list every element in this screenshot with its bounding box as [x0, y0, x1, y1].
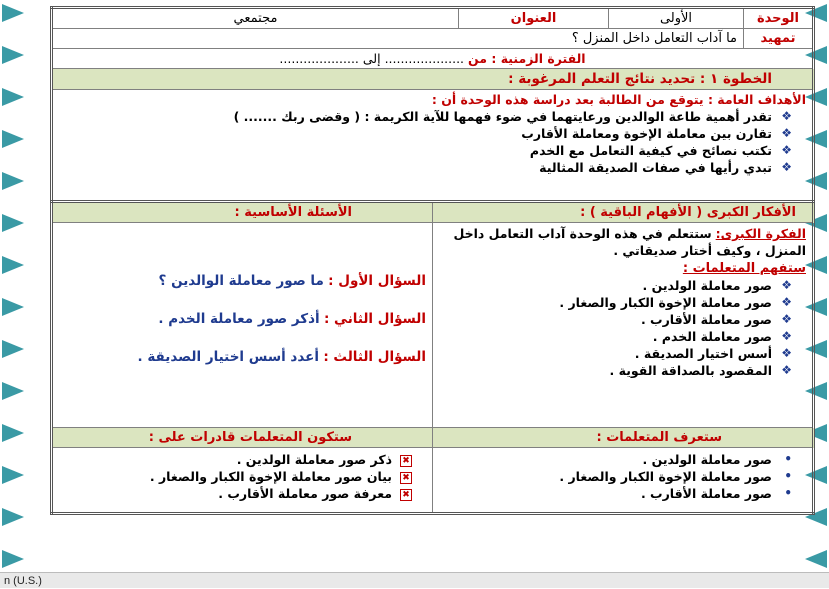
border-triangle-icon — [2, 403, 24, 421]
list-item — [59, 486, 412, 501]
border-triangle-icon — [2, 25, 24, 43]
border-triangle-icon — [2, 319, 24, 337]
period-label: الفترة الزمنية : من — [468, 51, 586, 66]
question-text: ما صور معاملة الوالدين ؟ — [158, 273, 324, 289]
bullet-icon: • — [784, 486, 792, 500]
bullet-icon: • — [784, 469, 792, 483]
border-triangle-icon — [2, 67, 24, 85]
list-item-text: أسس اختيار الصديقة . — [634, 346, 772, 361]
border-triangle-icon — [2, 445, 24, 463]
title-value: مجتمعي — [52, 8, 459, 29]
understand-label: ستفهم المتعلمات : — [682, 261, 806, 276]
list-item — [439, 486, 792, 501]
diamond-bullet-icon: ❖ — [781, 126, 792, 140]
goals-heading: الأهداف العامة : يتوقع من الطالبة بعد دراسة هذه الوحدة أن : — [431, 92, 806, 107]
period-row — [52, 49, 814, 69]
header-row — [52, 8, 814, 29]
list-item-text: تبدي رأيها في صفات الصديقة المثالية — [539, 160, 772, 175]
period-from: .................... — [384, 51, 465, 66]
border-triangle-icon — [2, 46, 24, 64]
list-item — [59, 126, 792, 141]
list-item — [439, 278, 792, 293]
period-to: .................... — [279, 51, 359, 66]
question-text: أذكر صور معاملة الخدم . — [158, 311, 320, 327]
list-item-text: صور معاملة الإخوة الكبار والصغار . — [559, 469, 772, 484]
step1-row — [52, 69, 814, 90]
border-triangle-icon — [2, 172, 24, 190]
unit-label: الوحدة — [744, 8, 814, 29]
diamond-bullet-icon: ❖ — [781, 278, 792, 292]
diamond-bullet-icon: ❖ — [781, 312, 792, 326]
border-triangle-icon — [2, 361, 24, 379]
checkbox-x-icon: ✖ — [400, 455, 412, 467]
list-item — [59, 143, 792, 158]
border-triangle-icon — [2, 550, 24, 568]
big-ideas-heading: الأفكار الكبرى ( الأفهام الباقية ) : — [433, 202, 814, 223]
list-item-text: ذكر صور معاملة الولدين . — [236, 452, 392, 467]
intro-row — [52, 29, 814, 49]
list-item — [439, 363, 792, 378]
border-triangle-icon — [2, 109, 24, 127]
border-triangle-icon — [2, 88, 24, 106]
border-triangle-icon — [2, 298, 24, 316]
knowledge-list — [439, 452, 806, 501]
knowledge-heading: ستعرف المتعلمات : — [433, 428, 814, 448]
border-triangle-icon — [2, 508, 24, 526]
bullet-icon: • — [784, 452, 792, 466]
intro-question: ما آداب التعامل داخل المنزل ؟ — [52, 29, 744, 49]
skills-list — [59, 452, 426, 501]
question-item — [59, 273, 426, 289]
goals-row — [52, 90, 814, 202]
main-idea-text: ستتعلم في هذه الوحدة آداب التعامل داخل المنزل ، وكيف أختار صديقاتي . — [453, 226, 806, 258]
question-label: السؤال الثالث : — [323, 349, 426, 365]
diamond-bullet-icon: ❖ — [781, 363, 792, 377]
list-item-text: المقصود بالصداقة القوية . — [609, 363, 772, 378]
border-triangle-icon — [2, 487, 24, 505]
list-item — [439, 452, 792, 467]
question-item — [59, 349, 426, 365]
ideas-heading-row — [52, 202, 814, 223]
list-item-text: صور معاملة الإخوة الكبار والصغار . — [559, 295, 772, 310]
list-item — [439, 329, 792, 344]
border-triangle-icon — [2, 130, 24, 148]
status-bar — [0, 572, 829, 588]
border-triangle-icon — [2, 340, 24, 358]
main-idea-label: الفكرة الكبرى: — [715, 226, 806, 241]
language-indicator[interactable]: n (U.S.) — [4, 575, 42, 587]
skills-heading: ستكون المتعلمات قادرات على : — [52, 428, 433, 448]
border-triangle-icon — [2, 277, 24, 295]
diamond-bullet-icon: ❖ — [781, 143, 792, 157]
list-item-text: تكتب نصائح في كيفية التعامل مع الخدم — [529, 143, 772, 158]
left-page-border — [0, 0, 28, 572]
list-item-text: تقدر أهمية طاعة الوالدين ورعايتهما في ضوء فهمها للآية الكريمة : ( وقضى ربك ....... ) — [233, 109, 772, 124]
questions-heading: الأسئلة الأساسية : — [52, 202, 433, 223]
border-triangle-icon — [2, 382, 24, 400]
diamond-bullet-icon: ❖ — [781, 329, 792, 343]
list-item — [59, 452, 412, 467]
plan-table — [50, 6, 815, 203]
title-label: العنوان — [459, 8, 609, 29]
border-triangle-icon — [2, 256, 24, 274]
outcomes-heading-row — [52, 428, 814, 448]
list-item — [439, 295, 792, 310]
list-item-text: تقارن بين معاملة الإخوة ومعاملة الأقارب — [521, 126, 772, 141]
border-triangle-icon — [2, 214, 24, 232]
intro-label: تمهيد — [744, 29, 814, 49]
checkbox-x-icon: ✖ — [400, 489, 412, 501]
outcomes-body-row — [52, 448, 814, 514]
border-triangle-icon — [2, 529, 24, 547]
list-item — [59, 109, 792, 124]
list-item-text: صور معاملة الأقارب . — [640, 312, 772, 327]
list-item — [439, 469, 792, 484]
diamond-bullet-icon: ❖ — [781, 160, 792, 174]
question-label: السؤال الأول : — [328, 273, 426, 289]
border-triangle-icon — [2, 424, 24, 442]
list-item — [439, 346, 792, 361]
border-triangle-icon — [2, 151, 24, 169]
checkbox-x-icon: ✖ — [400, 472, 412, 484]
list-item — [59, 469, 412, 484]
list-item-text: معرفة صور معاملة الأقارب . — [218, 486, 392, 501]
document-page — [50, 6, 815, 572]
ideas-table — [50, 200, 815, 515]
question-item — [59, 311, 426, 327]
diamond-bullet-icon: ❖ — [781, 109, 792, 123]
list-item-text: صور معاملة الأقارب . — [640, 486, 772, 501]
diamond-bullet-icon: ❖ — [781, 295, 792, 309]
step1-title: الخطوة ١ : تحديد نتائج التعلم المرغوبة : — [52, 69, 814, 90]
list-item-text: صور معاملة الولدين . — [642, 278, 772, 293]
question-text: أعدد أسس اختيار الصديقة . — [137, 349, 320, 365]
ideas-body-row — [52, 223, 814, 428]
questions-list — [59, 273, 426, 365]
border-triangle-icon — [2, 466, 24, 484]
diamond-bullet-icon: ❖ — [781, 346, 792, 360]
question-label: السؤال الثاني : — [323, 311, 426, 327]
border-triangle-icon — [2, 235, 24, 253]
list-item-text: بيان صور معاملة الإخوة الكبار والصغار . — [149, 469, 392, 484]
goals-list — [59, 109, 806, 175]
list-item-text: صور معاملة الخدم . — [652, 329, 772, 344]
unit-value: الأولى — [609, 8, 744, 29]
list-item — [59, 160, 792, 175]
list-item-text: صور معاملة الولدين . — [642, 452, 772, 467]
understand-list — [439, 278, 806, 378]
border-triangle-icon — [2, 193, 24, 211]
period-to-label: إلى — [362, 51, 381, 66]
list-item — [439, 312, 792, 327]
border-triangle-icon — [2, 4, 24, 22]
